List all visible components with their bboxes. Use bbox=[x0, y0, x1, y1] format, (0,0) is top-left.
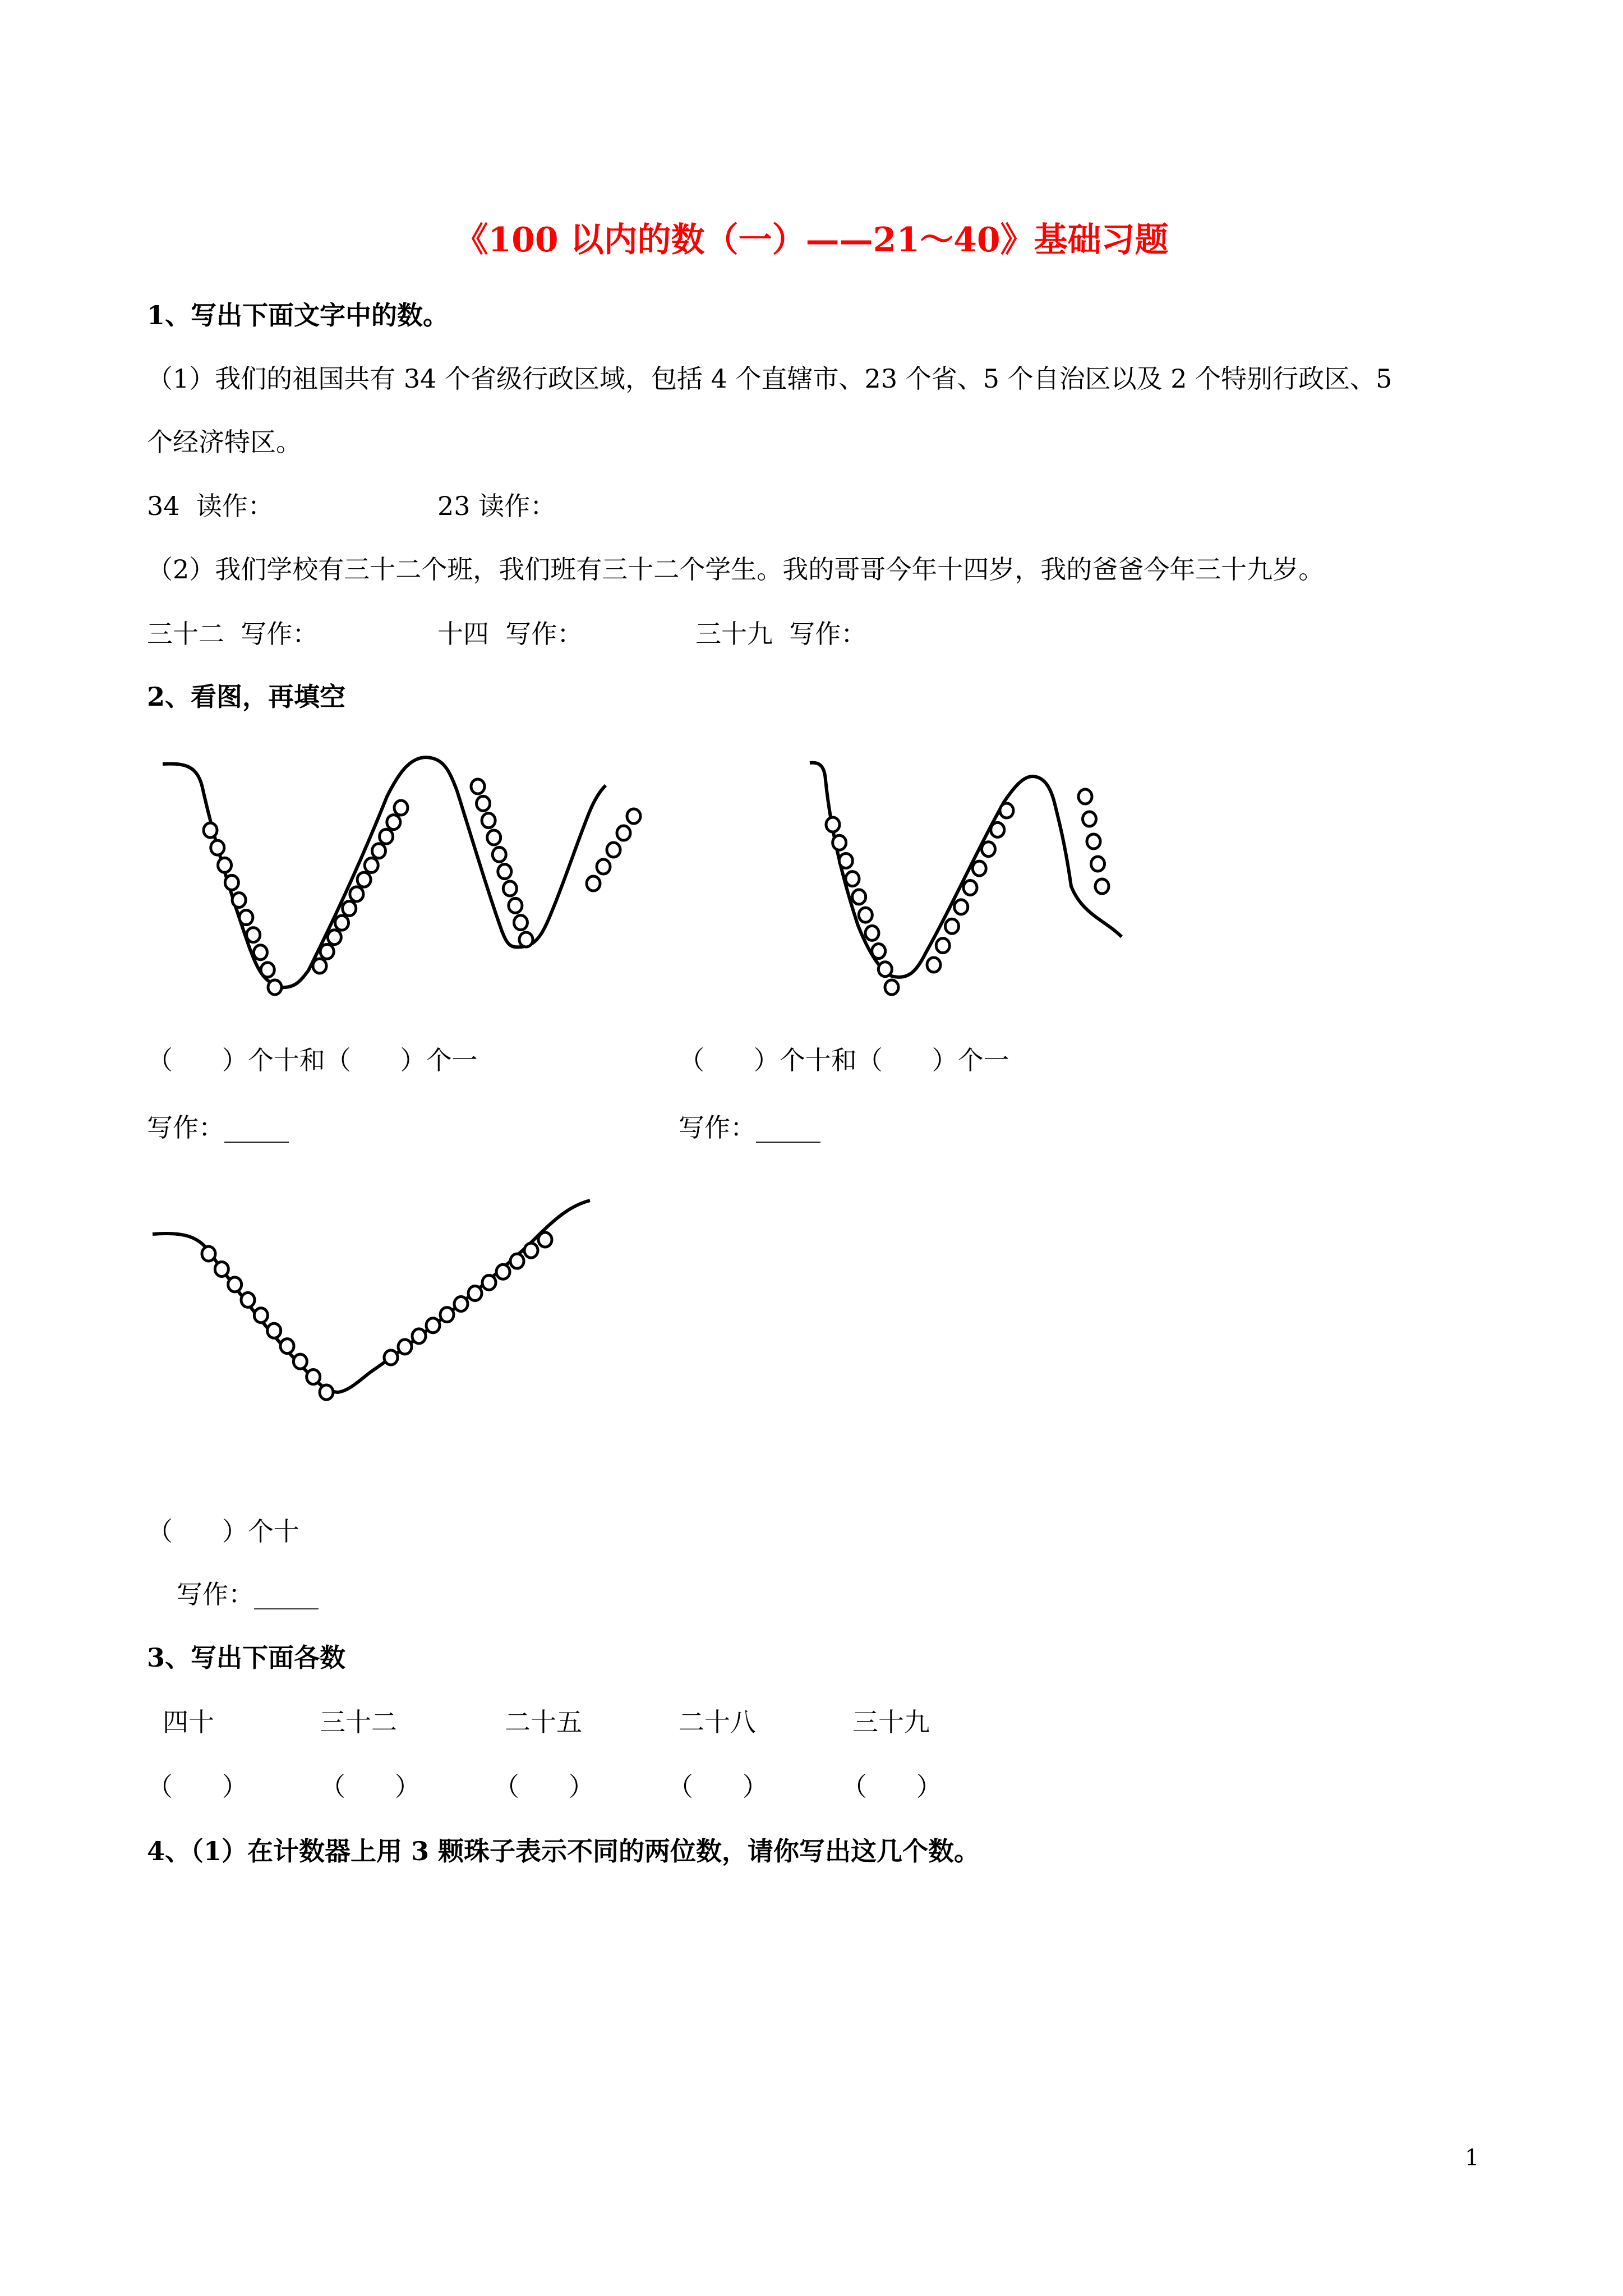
bead bbox=[1087, 834, 1100, 849]
bead bbox=[982, 842, 995, 857]
bead bbox=[280, 1339, 294, 1354]
abacus-beads-figure-3 bbox=[147, 1189, 607, 1436]
bead bbox=[991, 822, 1004, 837]
bead bbox=[228, 1277, 242, 1292]
bead bbox=[268, 980, 282, 995]
q1-write-32: 三十二 写作： bbox=[147, 619, 319, 649]
bead bbox=[839, 853, 852, 868]
bead bbox=[384, 1350, 398, 1365]
bead bbox=[1000, 803, 1013, 818]
fig2-write: 写作：_____ bbox=[679, 1112, 820, 1143]
bead bbox=[510, 1254, 524, 1268]
bead bbox=[487, 830, 501, 845]
bead bbox=[503, 881, 517, 896]
abacus-beads-figure-1 bbox=[151, 746, 690, 1027]
bead bbox=[387, 815, 400, 830]
fig3-write: 写作：_____ bbox=[177, 1579, 319, 1609]
q4-heading: 4、（1）在计数器上用 3 颗珠子表示不同的两位数，请你写出这几个数。 bbox=[147, 1836, 980, 1866]
q1-p1-line1: （1）我们的祖国共有 34 个省级行政区域，包括 4 个直辖市、23 个省、5 个自治区以及 2 个特别行政区、5 bbox=[147, 364, 1393, 394]
bead bbox=[380, 829, 393, 844]
bead bbox=[320, 1385, 333, 1400]
q3-word-5: 三十九 bbox=[852, 1707, 930, 1737]
bead bbox=[232, 892, 246, 907]
bead bbox=[859, 908, 872, 922]
bead bbox=[492, 847, 506, 862]
bead bbox=[587, 876, 600, 891]
bead bbox=[215, 1262, 228, 1276]
bead bbox=[471, 779, 485, 794]
bead bbox=[204, 823, 217, 838]
bead bbox=[833, 835, 846, 850]
q3-blank-5: （ ） bbox=[841, 1772, 942, 1802]
q1-read-34: 34 读作： bbox=[147, 491, 274, 521]
bead bbox=[241, 1292, 255, 1307]
bead bbox=[343, 901, 356, 915]
q1-write-39: 三十九 写作： bbox=[695, 619, 867, 649]
bead bbox=[261, 963, 274, 977]
q1-p2: （2）我们学校有三十二个班，我们班有三十二个学生。我的哥哥今年十四岁，我的爸爸今年三十九岁。 bbox=[147, 554, 1325, 585]
bead bbox=[202, 1246, 215, 1261]
q1-p1-line2: 个经济特区。 bbox=[147, 427, 302, 457]
bead bbox=[872, 944, 886, 959]
bead bbox=[963, 881, 977, 895]
bead bbox=[247, 928, 260, 942]
q1-read-23: 23 读作： bbox=[437, 491, 556, 521]
fig3-blank: （ ）个十 bbox=[147, 1516, 299, 1547]
q3-heading: 3、写出下面各数 bbox=[147, 1642, 346, 1673]
bead bbox=[936, 938, 949, 953]
bead bbox=[293, 1354, 307, 1369]
bead bbox=[394, 800, 408, 815]
bead bbox=[514, 915, 527, 930]
page-number: 1 bbox=[1465, 2145, 1479, 2171]
q1-heading: 1、写出下面文字中的数。 bbox=[147, 300, 449, 330]
q3-blank-3: （ ） bbox=[494, 1772, 594, 1802]
bead bbox=[239, 910, 253, 925]
bead bbox=[927, 958, 940, 972]
bead bbox=[253, 945, 267, 960]
bead bbox=[498, 864, 511, 879]
fig1-write: 写作：_____ bbox=[147, 1112, 289, 1143]
bead bbox=[307, 1370, 320, 1384]
bead bbox=[454, 1297, 468, 1312]
bead bbox=[268, 1323, 281, 1338]
bead bbox=[496, 1264, 510, 1279]
bead bbox=[468, 1286, 482, 1300]
q3-word-1: 四十 bbox=[163, 1707, 214, 1737]
bead bbox=[477, 796, 490, 811]
bead bbox=[846, 872, 859, 886]
bead bbox=[426, 1318, 440, 1333]
fig2-blank: （ ）个十和（ ）个一 bbox=[679, 1045, 1009, 1075]
bead bbox=[946, 919, 959, 933]
bead bbox=[357, 872, 371, 887]
bead bbox=[218, 858, 232, 872]
q3-word-2: 三十二 bbox=[320, 1707, 397, 1737]
q3-blank-4: （ ） bbox=[667, 1772, 768, 1802]
q3-blank-2: （ ） bbox=[320, 1772, 421, 1802]
bead bbox=[538, 1232, 552, 1247]
bead bbox=[597, 859, 610, 874]
bead bbox=[865, 926, 879, 940]
bead bbox=[627, 809, 640, 823]
bead bbox=[1091, 857, 1105, 871]
fig1-blank: （ ）个十和（ ）个一 bbox=[147, 1045, 478, 1075]
bead bbox=[350, 887, 363, 901]
bead bbox=[878, 962, 892, 977]
q3-word-3: 二十五 bbox=[505, 1707, 582, 1737]
bead bbox=[482, 813, 495, 828]
bead bbox=[1095, 879, 1109, 894]
q2-heading: 2、看图，再填空 bbox=[147, 682, 346, 712]
bead bbox=[412, 1329, 426, 1343]
bead bbox=[372, 844, 385, 858]
bead bbox=[972, 861, 986, 876]
bead bbox=[440, 1308, 454, 1322]
bead bbox=[398, 1340, 412, 1354]
abacus-beads-figure-2 bbox=[808, 757, 1189, 1004]
bead bbox=[509, 898, 522, 913]
bead bbox=[211, 840, 224, 855]
q3-blank-1: （ ） bbox=[147, 1772, 248, 1802]
q1-write-14: 十四 写作： bbox=[437, 619, 583, 649]
bead bbox=[225, 875, 238, 890]
bead bbox=[885, 980, 898, 995]
bead bbox=[365, 858, 378, 873]
bead bbox=[482, 1275, 496, 1290]
bead bbox=[955, 900, 968, 914]
bead bbox=[320, 944, 334, 959]
bead bbox=[254, 1308, 268, 1323]
q3-word-4: 二十八 bbox=[679, 1707, 756, 1737]
bead bbox=[826, 817, 840, 832]
bead bbox=[335, 915, 349, 930]
bead bbox=[313, 959, 326, 973]
bead bbox=[1078, 789, 1092, 804]
bead bbox=[519, 932, 533, 947]
bead bbox=[617, 826, 630, 840]
bead bbox=[852, 890, 866, 904]
bead bbox=[1083, 812, 1096, 826]
bead bbox=[607, 843, 620, 857]
bead bbox=[524, 1243, 538, 1258]
page-title: 《100 以内的数（一）——21～40》基础习题 bbox=[454, 220, 1169, 260]
bead bbox=[328, 930, 341, 945]
